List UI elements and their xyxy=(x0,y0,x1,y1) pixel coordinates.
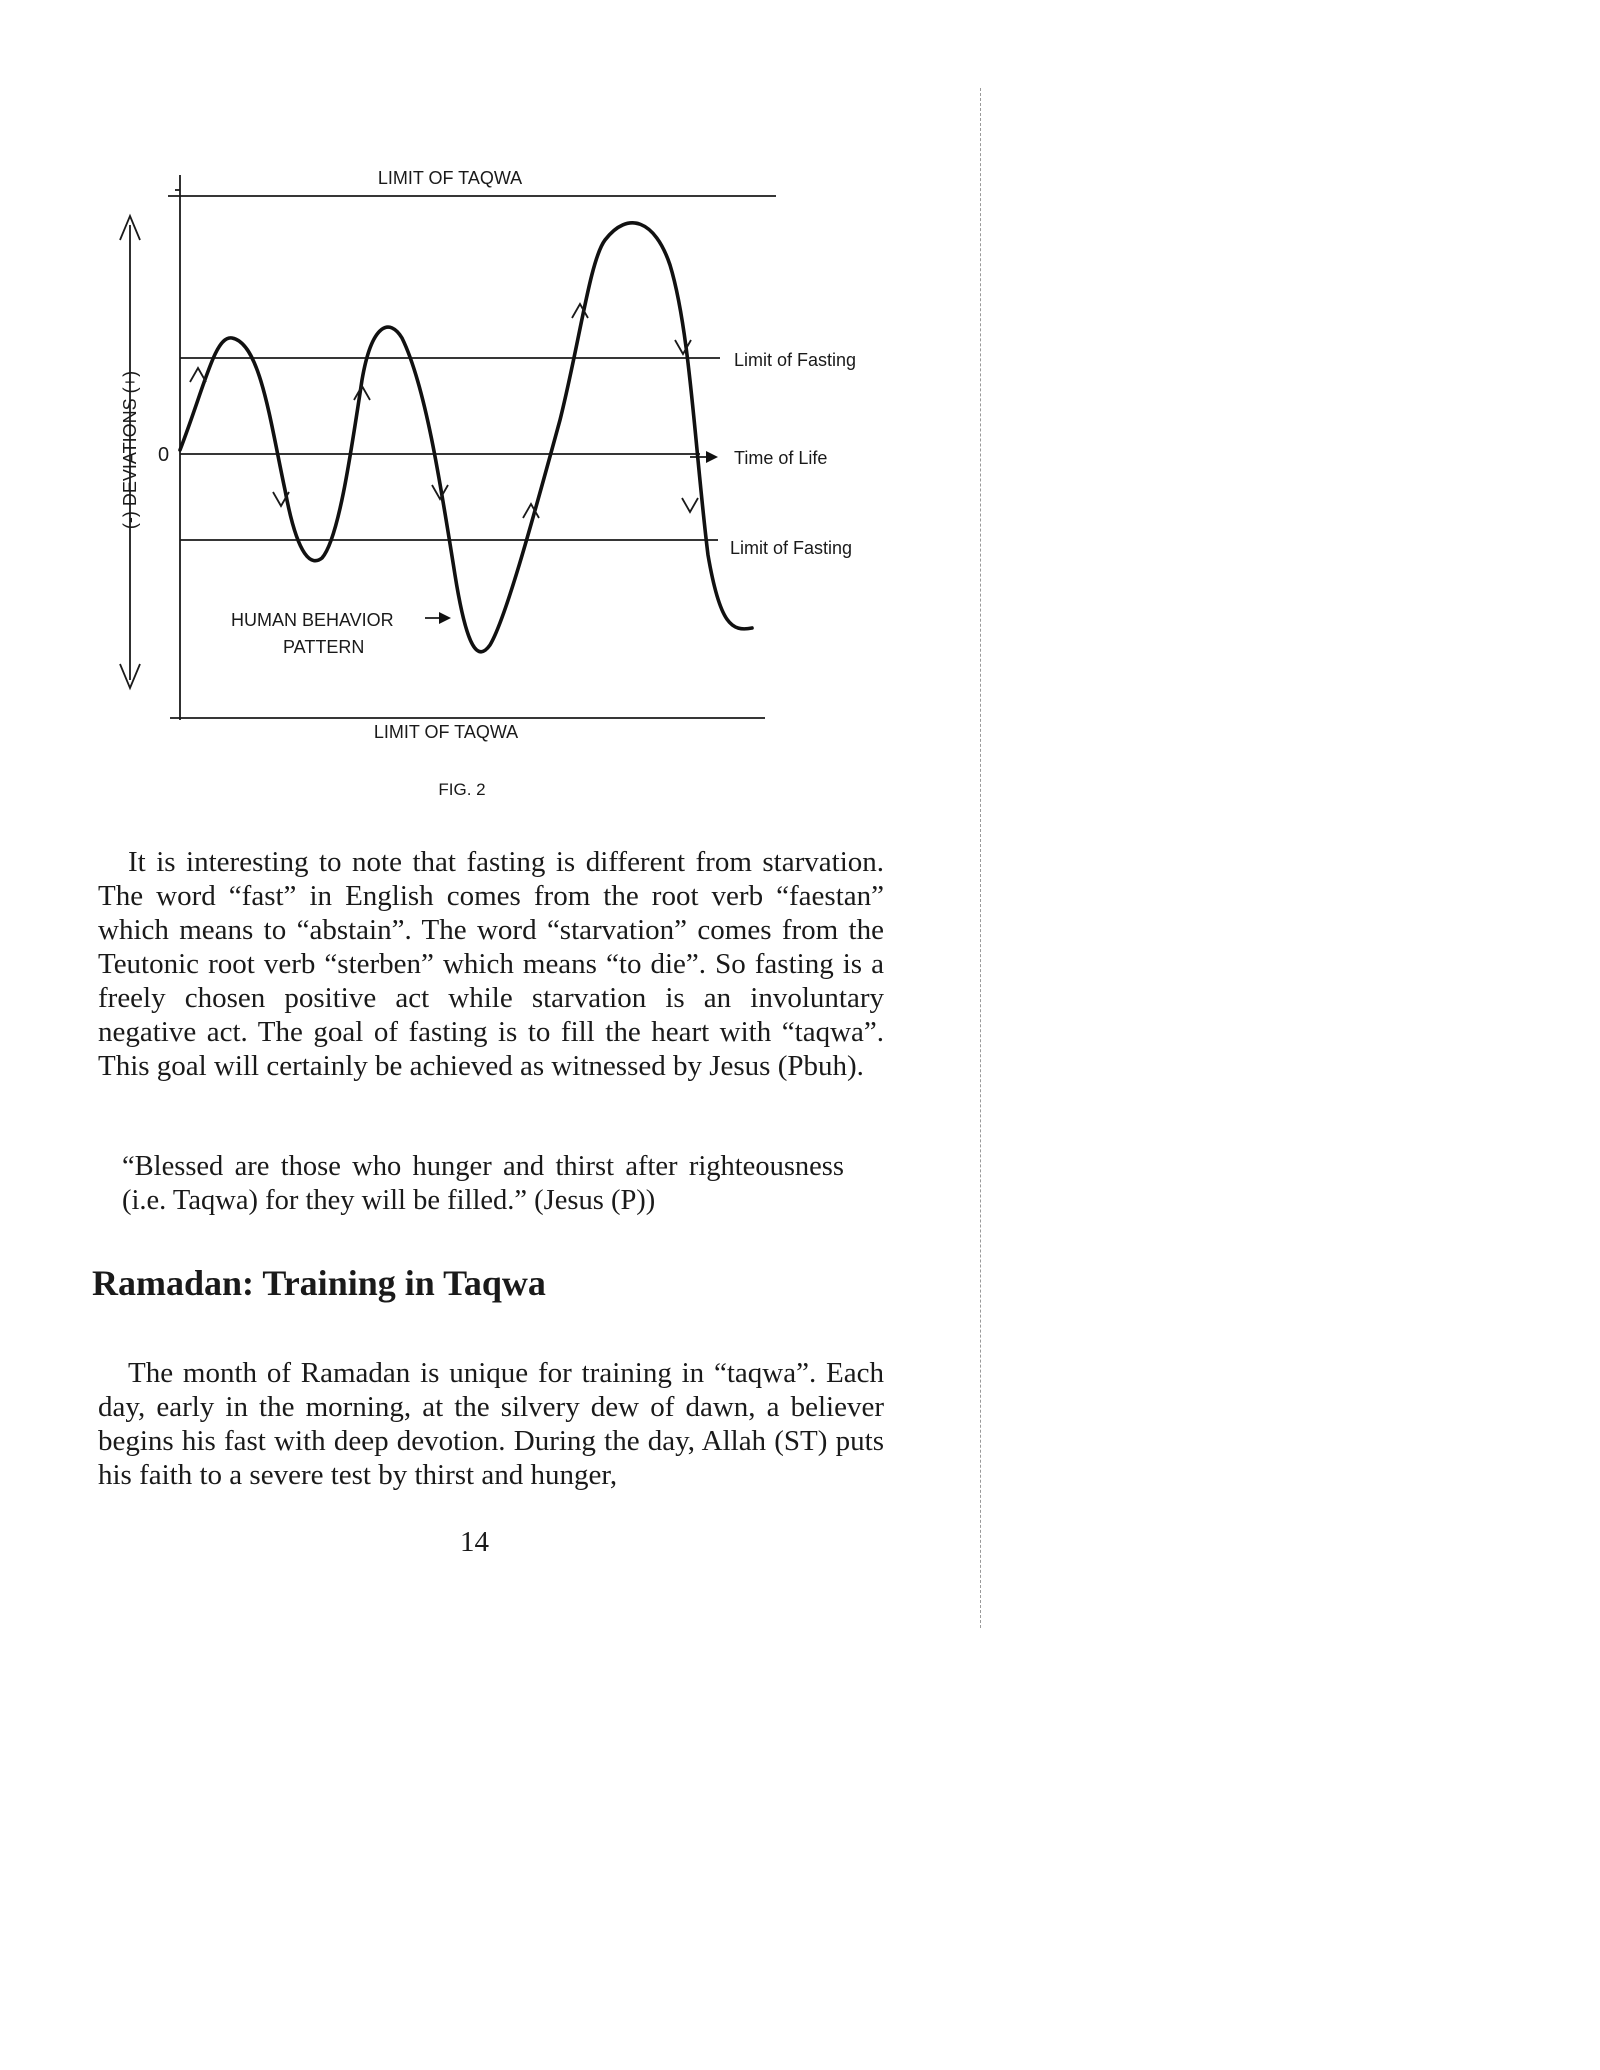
paragraph-fasting-vs-starvation: It is interesting to note that fasting is different from starvation. The word “fast” in English comes from the root verb “faestan” which means to “abstain”. The word “starvation” comes from the Teutonic root verb “sterben” which means “to die”. So fasting is a freely chosen positive act while starvation is an involuntary negative act. The goal of fasting is to fill the heart with “taqwa”. This goal will certainly be achieved as witnessed by Jesus (Pbuh). xyxy=(98,846,884,1082)
figure-label-zero: 0 xyxy=(158,444,170,466)
figure-label-top: LIMIT OF TAQWA xyxy=(377,168,523,188)
curve-marker-8 xyxy=(682,498,698,512)
scan-margin-line xyxy=(980,88,981,1628)
figure-label-bottom: LIMIT OF TAQWA xyxy=(373,722,519,742)
figure-label-fasting-lower: Limit of Fasting xyxy=(730,538,853,558)
human-behavior-curve xyxy=(180,223,752,652)
figure-label-behavior-2: PATTERN xyxy=(283,637,365,657)
figure-label-axis: (-) DEVIATIONS (+) xyxy=(120,370,140,530)
figure-label-behavior-1: HUMAN BEHAVIOR xyxy=(231,610,394,630)
figure-label-time-of-life: Time of Life xyxy=(734,448,828,468)
behavior-pattern-figure xyxy=(0,0,1600,820)
paragraph-ramadan: The month of Ramadan is unique for training in “taqwa”. Each day, early in the morning, at the silvery dew of dawn, a believer begins his fast with deep devotion. During the day, Allah (ST) puts his faith to a severe test by thirst and hunger, xyxy=(98,1357,884,1491)
page-number: 14 xyxy=(460,1526,489,1558)
curve-marker-7 xyxy=(675,340,691,354)
section-heading: Ramadan: Training in Taqwa xyxy=(92,1263,546,1303)
jesus-quote: “Blessed are those who hunger and thirst after righteousness (i.e. Taqwa) for they will be filled.” (Jesus (P)) xyxy=(122,1151,844,1216)
figure-caption: FIG. 2 xyxy=(438,780,486,799)
figure-label-fasting-upper: Limit of Fasting xyxy=(734,350,857,370)
